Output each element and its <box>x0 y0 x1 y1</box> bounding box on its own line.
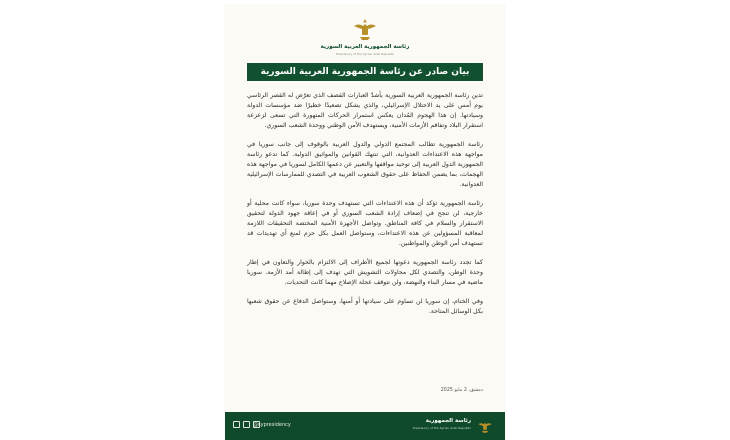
header-org-subtitle: Presidency of the Syrian Arab Republic <box>335 52 395 56</box>
x-icon[interactable] <box>243 421 250 428</box>
eagle-emblem-icon <box>352 17 378 41</box>
paragraph: تدين رئاسة الجمهورية العربية السورية بأشدّ العبارات القصف الذي تعرّض له القصر الرئاسي يوم أمس على يد الاحتلال الإسرائيلي، والذي يشكل تصعيدًا خطيرًا ضد مؤسسات الدولة وسيادتها. إن هذا الهجوم المُدان يعكس استمرار الحركات المتهورة التي تسعى لزعزعة استقرار البلاد وتفاقم الأزمات الأمنية، ويستهدف الأمن الوطني ووحدة الشعب السوري. <box>247 92 483 129</box>
paragraph: رئاسة الجمهورية تطالب المجتمع الدولي والدول العربية بالوقوف إلى جانب سوريا في مواجهة هذه الاعتداءات العدوانية، التي تنتهك القوانين والمواثيق الدولية. كما تدعو رئاسة الجمهورية الدول العربية إلى توحيد مواقفها والتعبير عن دعمها الكامل لسوريا في مواجهة هذه الهجمات، بما يضمن الحفاظ على حقوق الشعوب العربية في التصدي للممارسات الإسرائيلية العدوانية. <box>247 141 483 188</box>
footer-bar <box>225 412 505 440</box>
footer-org-subtitle: Presidency of the Syrian Arab Republic <box>412 426 471 430</box>
paragraph: كما تجدد رئاسة الجمهورية دعوتها لجميع الأطراف إلى الالتزام بالحوار والتعاون في إطار وحدة الوطن، والتصدي لكل محاولات التشويش التي تهدف إلى إطالة أمد الأزمة. سوريا ماضية في مسار البناء والنهضة، ولن تتوقف عجلة الإصلاح مهما كانت التحديات. <box>247 259 483 286</box>
header-org-name: رئاسة الجمهورية العربية السورية <box>320 44 410 50</box>
statement-title: بيان صادر عن رئاسة الجمهورية العربية السورية <box>247 63 483 81</box>
statement-body <box>247 91 483 326</box>
paragraph: وفي الختام، إن سوريا لن تساوم على سيادتها أو أمنها، وستواصل الدفاع عن حقوق شعبها بكل الوسائل المتاحة. <box>247 298 483 315</box>
statement-date: دمشق، 2 مايو 2025 <box>440 388 483 393</box>
facebook-icon[interactable] <box>233 421 240 428</box>
social-handle[interactable]: @sypresidency <box>253 422 291 428</box>
footer-org <box>413 418 471 430</box>
footer-org-name: رئاسة الجمهورية <box>425 418 471 424</box>
statement-document <box>225 5 505 440</box>
paragraph: رئاسة الجمهورية تؤكد أن هذه الاعتداءات التي تستهدف وحدة سوريا، سواء كانت محلية أو خارجية، لن تنجح في إضعاف إرادة الشعب السوري أو في إعاقة جهود الدولة لتحقيق الاستقرار والسلام في كافة المناطق. وتواصل الأجهزة الأمنية المختصة التحقيقات اللازمة لمعاقبة المسؤولين عن هذه الاعتداءات، وستواصل العمل بكل حزم لمنع أي تهديدات قد تستهدف أمن الوطن والمواطنين. <box>247 200 483 247</box>
footer-eagle-emblem-icon <box>477 418 493 434</box>
